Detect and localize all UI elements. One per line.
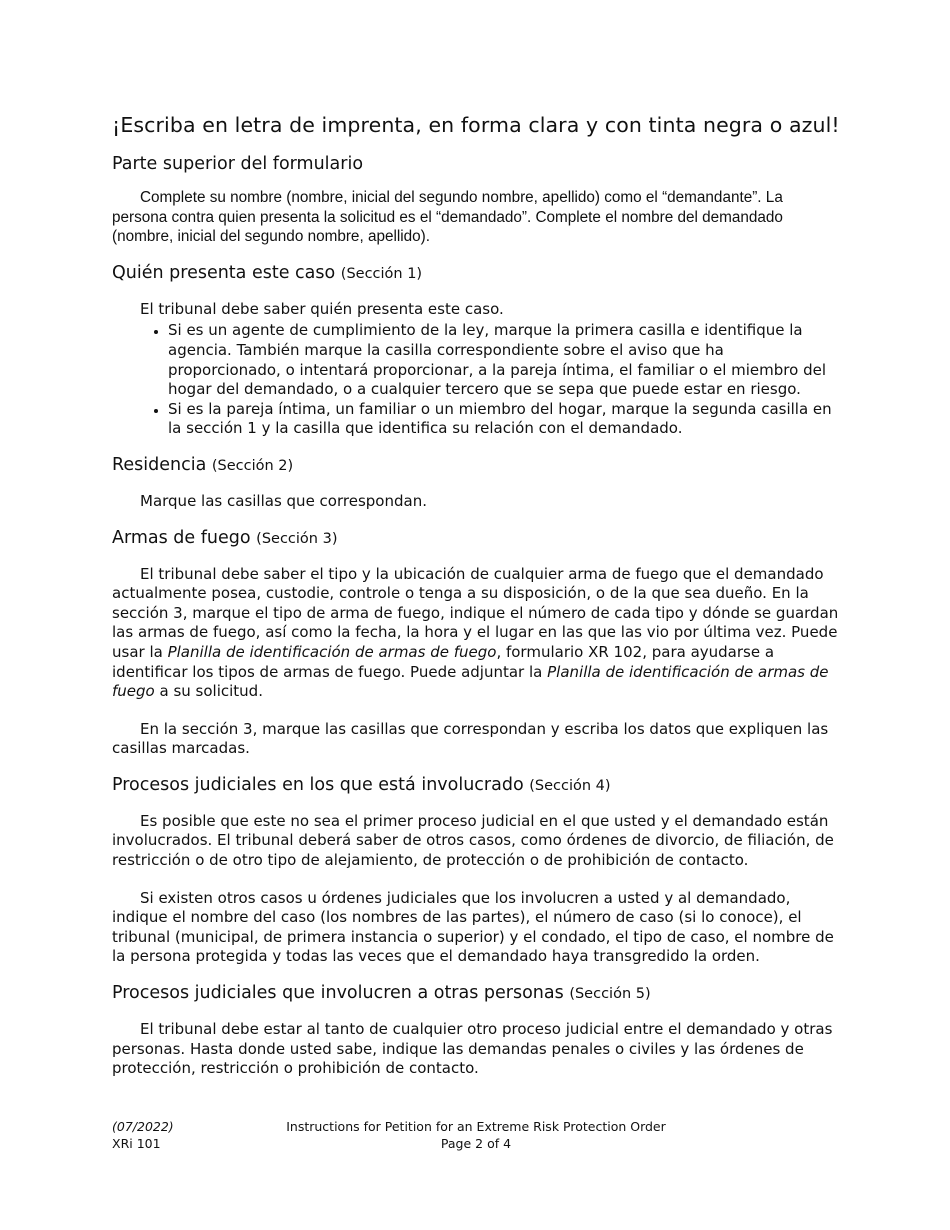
form-name-emphasis: Planilla de identificación de armas de fuego	[167, 642, 497, 661]
footer-document-info	[112, 1118, 840, 1152]
heading-section-3-label: (Sección 3)	[256, 530, 338, 547]
paragraph-section-3-checkboxes: En la sección 3, marque las casillas que correspondan y escriba los datos que expliquen las casillas marcadas.	[112, 719, 829, 758]
heading-section-4	[112, 773, 840, 798]
heading-section-3	[112, 526, 840, 551]
footer-document-title: Instructions for Petition for an Extreme Risk Protection Order	[286, 1119, 666, 1134]
heading-section-4-title: Procesos judiciales en los que está involucrado	[112, 774, 524, 795]
form-name-emphasis: Planilla de identificación de armas de fuego	[112, 662, 829, 701]
heading-top-of-form: Parte superior del formulario	[112, 154, 364, 174]
heading-section-2	[112, 453, 840, 478]
heading-section-1-title: Quién presenta este caso	[112, 262, 336, 283]
list-item: • Si es la pareja íntima, un familiar o un miembro del hogar, marque la segunda casilla en la sección 1 y la casilla que identifica su relación con el demandado.	[168, 400, 840, 439]
heading-section-5	[112, 981, 840, 1006]
footer-form-number: XRi 101	[112, 1136, 161, 1151]
paragraph-section-1-intro: El tribunal debe saber quién presenta este caso.	[140, 299, 504, 318]
heading-section-2-title: Residencia	[112, 454, 207, 475]
paragraph-top-of-form: Complete su nombre (nombre, inicial del segundo nombre, apellido) como el “demandante”. La persona contra quien presenta la solicitud es el “demandado”. Complete el nombre del demandado (nombre, inicial del segundo nombre, apellido).	[112, 189, 783, 246]
heading-section-1	[112, 261, 840, 286]
paragraph-section-5: El tribunal debe estar al tanto de cualquier otro proceso judicial entre el demandado y otras personas. Hasta donde usted sabe, indique las demandas penales o civiles y las órdenes de protección, restricción o prohibición de contacto.	[112, 1020, 833, 1078]
paragraph-section-4-other-cases: Es posible que este no sea el primer proceso judicial en el que usted y el demandado están involucrados. El tribunal deberá saber de otros casos, como órdenes de divorcio, de filiación, de restricción o de otro tipo de alejamiento, de protección o de prohibición de contacto.	[112, 811, 834, 870]
bullet-list-section-1	[112, 321, 840, 439]
heading-section-4-label: (Sección 4)	[529, 777, 611, 794]
paragraph-section-4-details: Si existen otros casos u órdenes judiciales que los involucren a usted y al demandado, indique el nombre del caso (los nombres de las partes), el número de caso (si lo conoce), el tribunal (municipal, de primera instancia o superior) y el condado, el tipo de caso, el nombre de la persona protegida y todas las veces que el demandado haya transgredido la orden.	[112, 888, 834, 966]
footer-page-number: Page 2 of 4	[440, 1136, 512, 1151]
paragraph-section-3-firearms: El tribunal debe saber el tipo y la ubicación de cualquier arma de fuego que el demandado actualmente posea, custodie, controle o tenga a su disposición, o de la que sea dueño. En la sección 3, marque el tipo de arma de fuego, indique el número de cada tipo y dónde se guardan las armas de fuego, así como la fecha, la hora y el lugar en las que las vio por última vez. Puede usar la Planilla de identificación de armas de fuego, formulario XR 102, para ayudarse a identificar los tipos de armas de fuego. Puede adjuntar la Planilla de identificación de armas de fuego a su solicitud.	[112, 564, 839, 701]
footer-date: (07/2022)	[112, 1119, 174, 1134]
heading-section-1-label: (Sección 1)	[340, 265, 423, 282]
heading-section-5-title: Procesos judiciales que involucren a otras personas	[112, 983, 564, 1004]
heading-section-2-label: (Sección 2)	[211, 457, 294, 474]
document-page	[112, 112, 840, 1079]
paragraph-section-2: Marque las casillas que correspondan.	[140, 491, 427, 510]
heading-section-5-label: (Sección 5)	[569, 986, 651, 1003]
list-item: • Si es un agente de cumplimiento de la ley, marque la primera casilla e identifique la agencia. También marque la casilla correspondiente sobre el aviso que ha proporcionado, o intentará proporcionar, a la pareja íntima, el familiar o el miembro del hogar del demandado, o a cualquier tercero que se sepa que puede estar en riesgo.	[168, 321, 840, 399]
heading-section-3-title: Armas de fuego	[112, 527, 251, 548]
page-title: ¡Escriba en letra de imprenta, en forma clara y con tinta negra o azul!	[112, 113, 840, 137]
